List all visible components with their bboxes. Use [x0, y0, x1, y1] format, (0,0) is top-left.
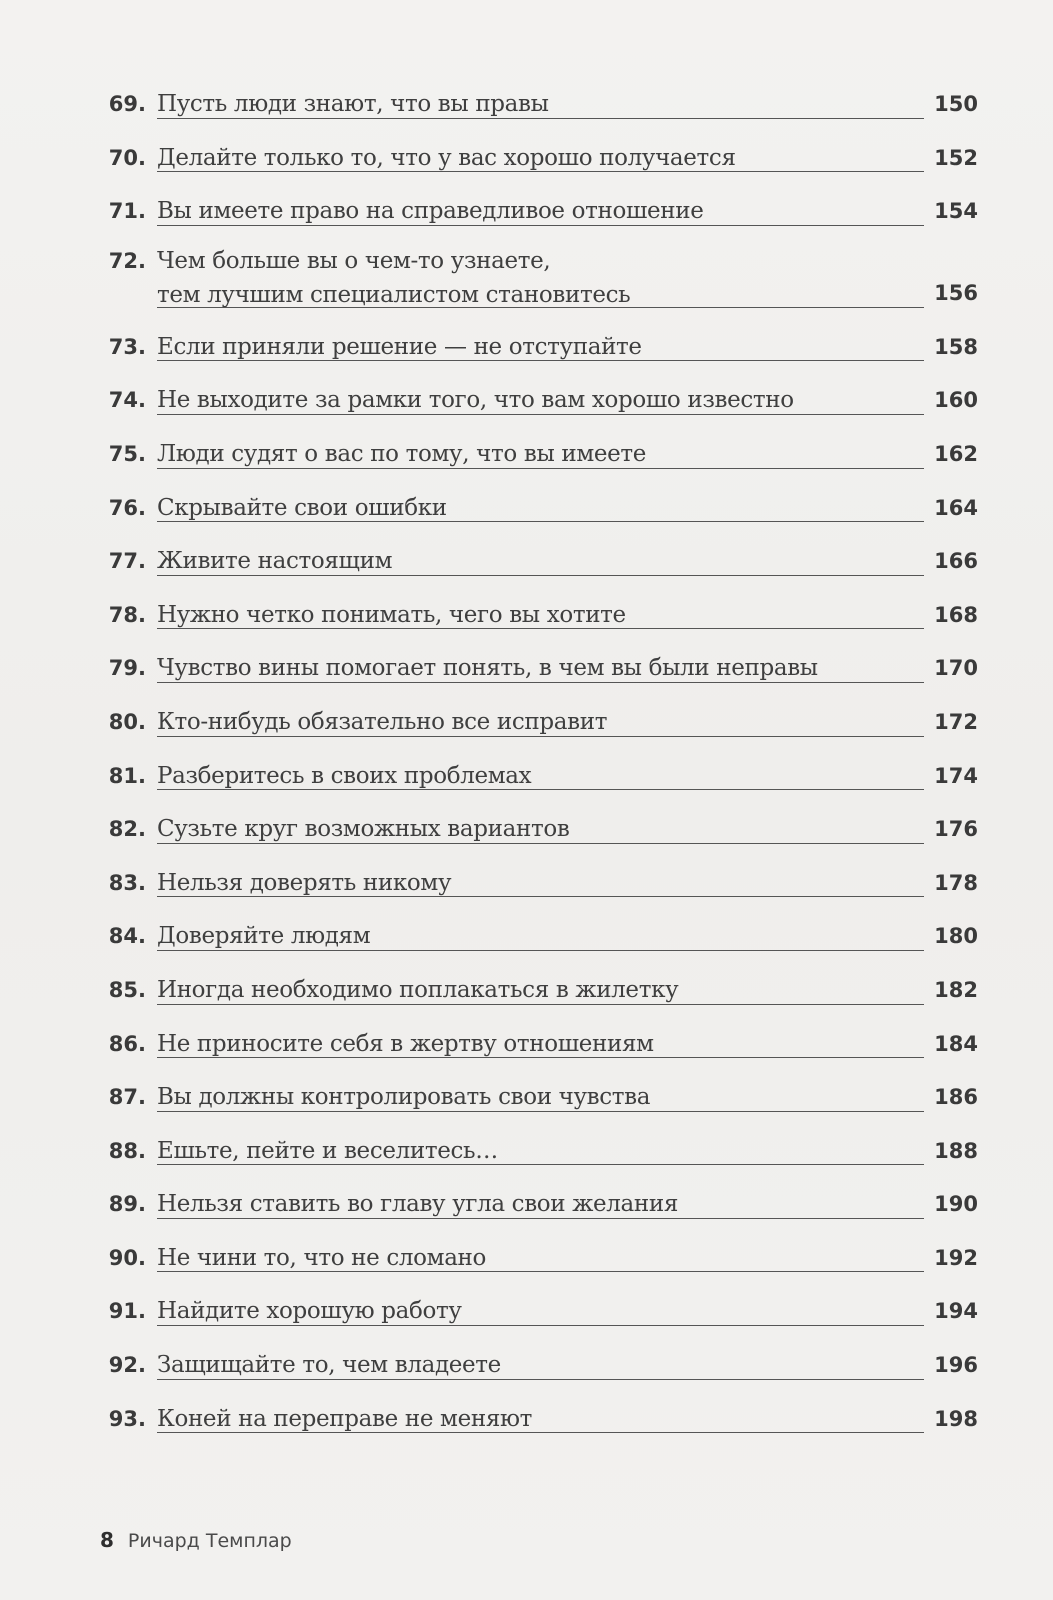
leader-line	[157, 950, 924, 951]
leader-line	[157, 1111, 924, 1112]
entry-title-wrap	[157, 535, 924, 589]
entry-number: 87.	[108, 1085, 146, 1110]
entry-title-wrap	[157, 910, 924, 964]
leader-line	[157, 118, 924, 119]
leader-line	[157, 1379, 924, 1380]
entry-title-wrap	[157, 1178, 924, 1232]
entry-number: 89.	[108, 1192, 146, 1217]
toc-entry-86	[98, 1018, 978, 1072]
entry-number: 81.	[108, 763, 146, 788]
entry-page-number: 168	[934, 602, 978, 627]
entry-title: Кто-нибудь обязательно все исправит	[157, 708, 608, 735]
toc-entry-78	[98, 589, 978, 643]
entry-title-wrap	[157, 78, 924, 132]
leader-line	[157, 414, 924, 415]
toc-entry-73	[98, 321, 978, 375]
entry-page-number: 184	[934, 1031, 978, 1056]
entry-page-number: 180	[934, 924, 978, 949]
leader-line	[157, 575, 924, 576]
entry-title: Сузьте круг возможных вариантов	[157, 816, 570, 843]
entry-title-wrap	[157, 321, 924, 375]
entry-title: Делайте только то, что у вас хорошо получается	[157, 144, 736, 171]
leader-line	[157, 1271, 924, 1272]
entry-title-wrap	[157, 374, 924, 428]
entry-title-wrap	[157, 750, 924, 804]
entry-title-wrap	[157, 1071, 924, 1125]
leader-line	[157, 843, 924, 844]
entry-number: 75.	[108, 441, 146, 466]
toc-entry-79	[98, 642, 978, 696]
entry-number: 86.	[108, 1031, 146, 1056]
entry-title: Не выходите за рамки того, что вам хорошо известно	[157, 387, 794, 414]
entry-title: Вы должны контролировать свои чувства	[157, 1084, 651, 1111]
entry-title-wrap	[157, 1393, 924, 1447]
entry-number: 88.	[108, 1138, 146, 1163]
leader-line	[157, 225, 924, 226]
entry-title: Нельзя доверять никому	[157, 869, 452, 896]
entry-page-number: 162	[934, 441, 978, 466]
toc-entry-75	[98, 428, 978, 482]
toc-entry-91	[98, 1285, 978, 1339]
entry-page-number: 198	[934, 1406, 978, 1431]
entry-title-wrap	[157, 1018, 924, 1072]
entry-number: 78.	[108, 602, 146, 627]
entry-title-wrap	[157, 428, 924, 482]
entry-page-number: 186	[934, 1085, 978, 1110]
toc-entry-82	[98, 803, 978, 857]
entry-page-number: 188	[934, 1138, 978, 1163]
toc-entry-69	[98, 78, 978, 132]
entry-title: Чем больше вы о чем-то узнаете,	[157, 247, 551, 274]
entry-page-number: 194	[934, 1299, 978, 1324]
table-of-contents	[98, 78, 978, 1446]
entry-page-number: 154	[934, 199, 978, 224]
entry-page-number: 190	[934, 1192, 978, 1217]
leader-line	[157, 1218, 924, 1219]
entry-page-number: 176	[934, 817, 978, 842]
entry-title: Разберитесь в своих проблемах	[157, 762, 532, 789]
entry-title: Живите настоящим	[157, 548, 393, 575]
entry-page-number: 150	[934, 92, 978, 116]
entry-title: Нужно четко понимать, чего вы хотите	[157, 601, 626, 628]
entry-page-number: 152	[934, 145, 978, 170]
entry-title-wrap	[157, 857, 924, 911]
entry-number: 73.	[108, 334, 146, 359]
toc-entry-89	[98, 1178, 978, 1232]
entry-number: 72.	[108, 248, 146, 273]
entry-page-number: 156	[934, 281, 978, 306]
entry-title: Защищайте то, чем владеете	[157, 1352, 501, 1379]
toc-entry-88	[98, 1125, 978, 1179]
entry-title: Чувство вины помогает понять, в чем вы были неправы	[157, 655, 818, 682]
toc-entry-76	[98, 482, 978, 536]
entry-number: 80.	[108, 709, 146, 734]
toc-entry-92	[98, 1339, 978, 1393]
leader-line	[157, 628, 924, 629]
entry-title-wrap	[157, 185, 924, 239]
leader-line	[157, 789, 924, 790]
entry-number: 70.	[108, 145, 146, 170]
entry-number: 74.	[108, 388, 146, 413]
entry-title: Коней на переправе не меняют	[157, 1405, 533, 1432]
entry-page-number: 196	[934, 1353, 978, 1378]
leader-line	[157, 171, 924, 172]
entry-page-number: 182	[934, 977, 978, 1002]
footer-author: Ричард Темплар	[127, 1530, 292, 1552]
entry-number: 71.	[108, 199, 146, 224]
entry-title: Найдите хорошую работу	[157, 1298, 462, 1325]
toc-entry-70	[98, 132, 978, 186]
entry-number: 83.	[108, 870, 146, 895]
entry-page-number: 192	[934, 1245, 978, 1270]
leader-line	[157, 521, 924, 522]
toc-entry-90	[98, 1232, 978, 1286]
entry-number: 92.	[108, 1353, 146, 1378]
leader-line	[157, 1432, 924, 1433]
entry-title-wrap	[157, 1339, 924, 1393]
entry-title-wrap	[157, 803, 924, 857]
toc-entry-74	[98, 374, 978, 428]
entry-number: 82.	[108, 817, 146, 842]
entry-title: Нельзя ставить во главу угла свои желания	[157, 1191, 679, 1218]
entry-number: 77.	[108, 549, 146, 574]
toc-entry-93	[98, 1393, 978, 1447]
entry-page-number: 170	[934, 656, 978, 681]
leader-line	[157, 1004, 924, 1005]
entry-title: Люди судят о вас по тому, что вы имеете	[157, 440, 647, 467]
entry-title-wrap	[157, 239, 924, 321]
entry-title-wrap	[157, 964, 924, 1018]
entry-number: 85.	[108, 977, 146, 1002]
entry-title-wrap	[157, 589, 924, 643]
footer-page-number: 8	[100, 1528, 114, 1552]
toc-entry-84	[98, 910, 978, 964]
entry-number: 79.	[108, 656, 146, 681]
entry-number: 69.	[108, 92, 146, 116]
entry-title: Пусть люди знают, что вы правы	[157, 91, 549, 117]
entry-title-wrap	[157, 1285, 924, 1339]
entry-number: 93.	[108, 1406, 146, 1431]
leader-line	[157, 360, 924, 361]
entry-number: 76.	[108, 495, 146, 520]
page-footer	[100, 1528, 292, 1552]
entry-title-wrap	[157, 1232, 924, 1286]
leader-line	[157, 1164, 924, 1165]
toc-entry-85	[98, 964, 978, 1018]
toc-entry-77	[98, 535, 978, 589]
entry-title: Не чини то, что не сломано	[157, 1244, 487, 1271]
entry-page-number: 174	[934, 763, 978, 788]
leader-line	[157, 736, 924, 737]
entry-number: 84.	[108, 924, 146, 949]
toc-entry-83	[98, 857, 978, 911]
leader-line	[157, 1325, 924, 1326]
toc-entry-80	[98, 696, 978, 750]
toc-entry-87	[98, 1071, 978, 1125]
entry-title-wrap	[157, 696, 924, 750]
entry-number: 90.	[108, 1245, 146, 1270]
entry-title: Доверяйте людям	[157, 923, 371, 950]
toc-entry-72	[98, 239, 978, 321]
entry-number: 91.	[108, 1299, 146, 1324]
toc-entry-71	[98, 185, 978, 239]
toc-entry-81	[98, 750, 978, 804]
entry-title: Ешьте, пейте и веселитесь…	[157, 1137, 498, 1164]
entry-title-continued: тем лучшим специалистом становитесь	[157, 281, 631, 308]
entry-title: Если приняли решение — не отступайте	[157, 333, 642, 360]
entry-page-number: 166	[934, 549, 978, 574]
entry-title: Иногда необходимо поплакаться в жилетку	[157, 976, 679, 1003]
entry-title: Не приносите себя в жертву отношениям	[157, 1030, 654, 1057]
entry-title-wrap	[157, 132, 924, 186]
entry-title-wrap	[157, 482, 924, 536]
entry-page-number: 172	[934, 709, 978, 734]
entry-title-wrap	[157, 1125, 924, 1179]
entry-title-wrap	[157, 642, 924, 696]
leader-line	[157, 896, 924, 897]
entry-page-number: 164	[934, 495, 978, 520]
leader-line	[157, 468, 924, 469]
entry-title: Скрывайте свои ошибки	[157, 494, 447, 521]
leader-line	[157, 1057, 924, 1058]
entry-page-number: 158	[934, 334, 978, 359]
entry-page-number: 178	[934, 870, 978, 895]
entry-page-number: 160	[934, 388, 978, 413]
entry-title: Вы имеете право на справедливое отношение	[157, 198, 704, 225]
leader-line	[157, 682, 924, 683]
